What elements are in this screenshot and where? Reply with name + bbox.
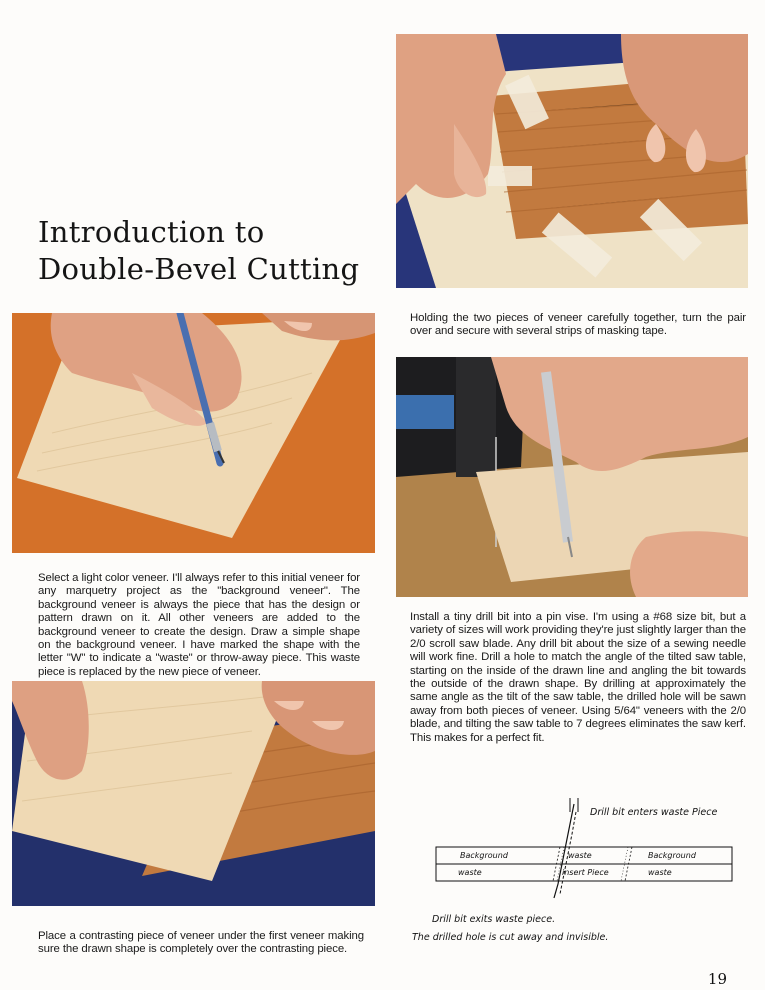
title-line-2: Double-Bevel Cutting bbox=[38, 252, 360, 286]
diagram-bottom-right-label: waste bbox=[648, 868, 672, 877]
page-title bbox=[38, 214, 378, 288]
diagram-top-center-label: waste bbox=[568, 851, 592, 860]
diagram-exit-label: Drill bit exits waste piece. bbox=[432, 914, 556, 925]
photo-drilling bbox=[396, 357, 748, 597]
page-number: 19 bbox=[707, 970, 727, 988]
diagram-enter-label: Drill bit enters waste Piece bbox=[590, 807, 718, 818]
diagram-bottom-left-label: waste bbox=[458, 868, 482, 877]
caption-contrasting-veneer: Place a contrasting piece of veneer under the first veneer making sure the drawn shape is completely over the contrasting piece. bbox=[38, 930, 364, 956]
double-bevel-diagram bbox=[410, 790, 745, 960]
diagram-top-right-label: Background bbox=[648, 851, 696, 860]
caption-masking-tape: Holding the two pieces of veneer carefully together, turn the pair over and secure with several strips of masking tape. bbox=[410, 312, 746, 338]
diagram-bottom-center-label: insert Piece bbox=[562, 868, 609, 877]
photo-masking-tape bbox=[396, 34, 748, 288]
photo-drawing-shape bbox=[12, 313, 375, 553]
diagram-note: The drilled hole is cut away and invisible. bbox=[412, 932, 609, 943]
title-line-1: Introduction to bbox=[38, 215, 265, 249]
caption-drill-bit: Install a tiny drill bit into a pin vise. I'm using a #68 size bit, but a variety of sizes will work providing they're just slightly larger than the 2/0 scroll saw blade. Any drill bit about the size of a sewing needle will work fine. Drill a hole to match the angle of the tilted saw table, starting on the inside of the drawn line and angling the bit towards the outside of the drawn shape. By drilling at approximately the same angle as the tilt of the saw table, the drilled hole will be sawn away from both pieces of veneer. Using 5/64" veneers with the 2/0 blade, and tilting the saw table to 7 degrees eliminates the saw kerf. This makes for a perfect fit. bbox=[410, 611, 747, 744]
diagram-top-left-label: Background bbox=[460, 851, 508, 860]
photo-contrasting-veneer bbox=[12, 681, 375, 906]
caption-background-veneer: Select a light color veneer. I'll always refer to this initial veneer for any marquetry project as the "background veneer". The background veneer is always the piece that has the design or pattern drawn on it. All other veneers are added to the background veneer to create the design. Draw a simple shape on the background veneer. I have marked the shape with the letter "W" to indicate a "waste" or throw-away piece. This waste piece is replaced by the new piece of veneer. bbox=[38, 572, 360, 678]
